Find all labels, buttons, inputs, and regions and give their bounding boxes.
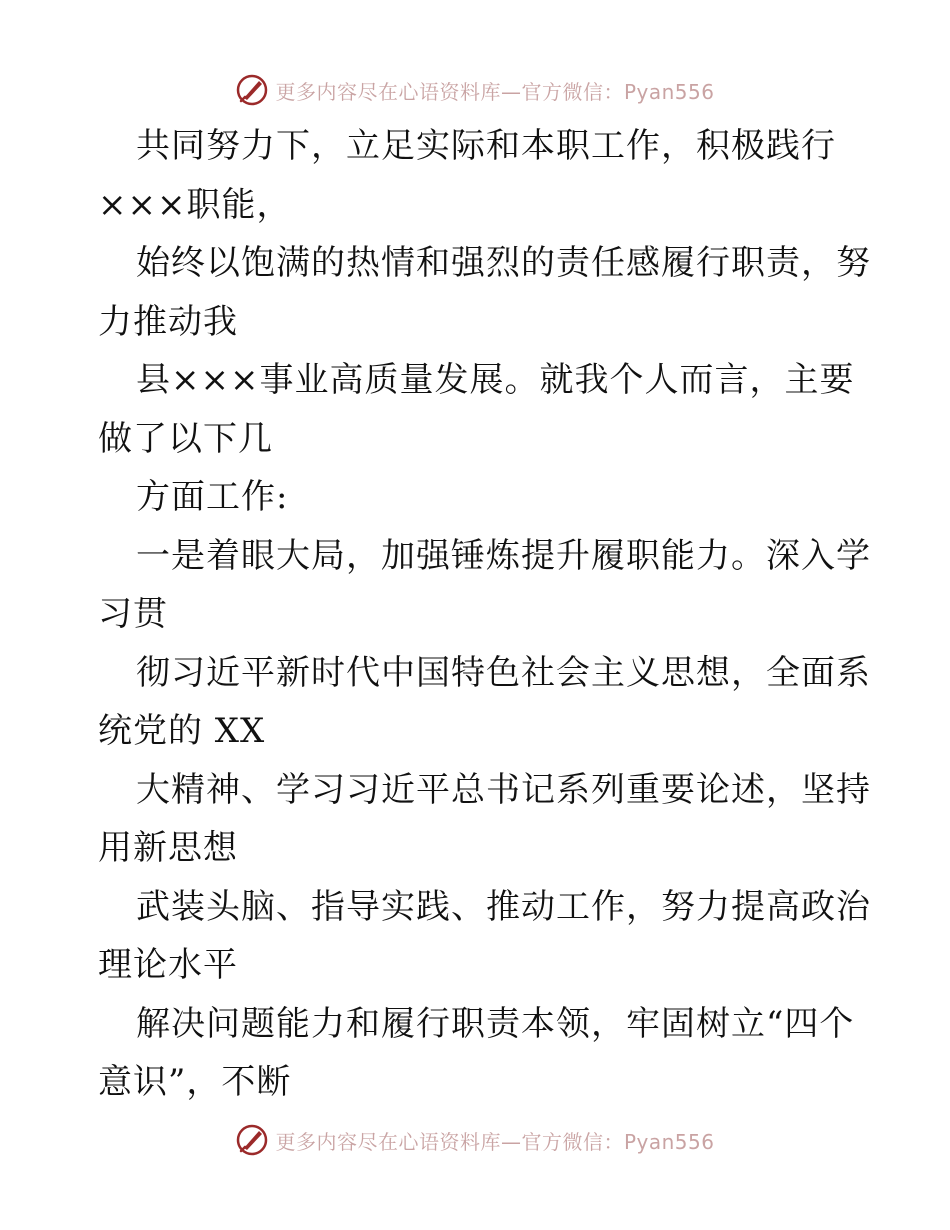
text-line: 解决问题能力和履行职责本领，牢固树立“四个 (136, 1003, 855, 1044)
text-line: 理论水平 (98, 945, 238, 985)
text-line: 武装头脑、指导实践、推动工作，努力提高政治 (136, 886, 871, 927)
header-banner (0, 70, 950, 110)
text-line: 做了以下几 (98, 418, 273, 459)
text-line: 方面工作: (136, 477, 289, 517)
text-line: 彻习近平新时代中国特色社会主义思想，全面系 (136, 652, 871, 693)
text-line: 习贯 (98, 594, 168, 634)
quill-seal-icon (235, 1123, 269, 1157)
footer-banner (0, 1120, 950, 1160)
quill-seal-icon (235, 73, 269, 107)
text-line: 一是着眼大局，加强锤炼提升履职能力。深入学 (136, 535, 871, 576)
banner-text: 更多内容尽在心语资料库—官方微信：Pyan556 (275, 79, 715, 104)
text-line: 共同努力下，立足实际和本职工作，积极践行 (136, 126, 836, 166)
text-line: 始终以饱满的热情和强烈的责任感履行职责，努 (136, 243, 871, 283)
text-line: 统党的 XX (98, 711, 266, 751)
text-line: 用新思想 (98, 828, 238, 868)
banner-text: 更多内容尽在心语资料库—官方微信：Pyan556 (275, 1129, 715, 1154)
text-line: 力推动我 (98, 301, 238, 342)
text-line: 县×××事业高质量发展。就我个人而言，主要 (136, 360, 855, 400)
text-line: ×××职能， (98, 184, 292, 225)
text-line: 意识”，不断 (98, 1062, 292, 1102)
text-line: 大精神、学习习近平总书记系列重要论述，坚持 (136, 769, 871, 810)
document-body (98, 117, 871, 1112)
